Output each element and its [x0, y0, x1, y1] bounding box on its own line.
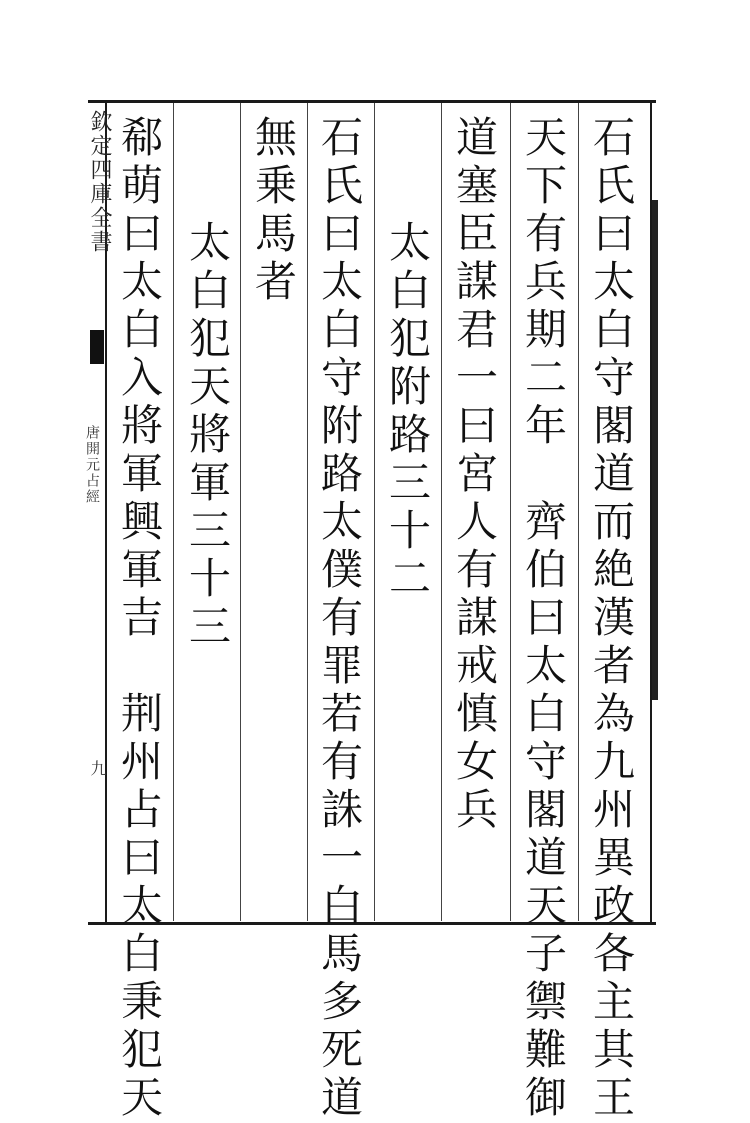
margin-book-title: 欽定四庫全書 [87, 110, 112, 254]
column-divider [307, 103, 308, 921]
text-column-6: 無乗馬者 [249, 115, 298, 307]
column-divider [173, 103, 174, 921]
section-heading-2: 太白犯天將軍三十三 [183, 220, 232, 652]
text-column-2: 天下有兵期二年 齊伯曰太白守閣道天子禦難御 [519, 115, 568, 1123]
column-divider [240, 103, 241, 921]
text-column-8: 郗萌曰太白入將軍興軍吉 荆州占曰太白秉犯天 [115, 115, 164, 1123]
margin-book-subtitle: 唐開元占經 [84, 425, 100, 505]
bottom-border [88, 922, 656, 925]
column-divider [510, 103, 511, 921]
text-column-1: 石氏曰太白守閣道而絶漢者為九州異政各主其王 [587, 115, 636, 1123]
section-heading-1: 太白犯附路三十二 [383, 220, 432, 604]
text-column-3: 道塞臣謀君一曰宮人有謀戒慎女兵 [450, 115, 499, 835]
fish-tail-mark [90, 330, 104, 364]
column-divider [578, 103, 579, 921]
text-column-5: 石氏曰太白守附路太僕有罪若有誅一白馬多死道 [315, 115, 364, 1123]
right-edge-bar [652, 200, 658, 700]
column-divider [374, 103, 375, 921]
column-divider [441, 103, 442, 921]
margin-page-number: 九 [88, 760, 107, 776]
